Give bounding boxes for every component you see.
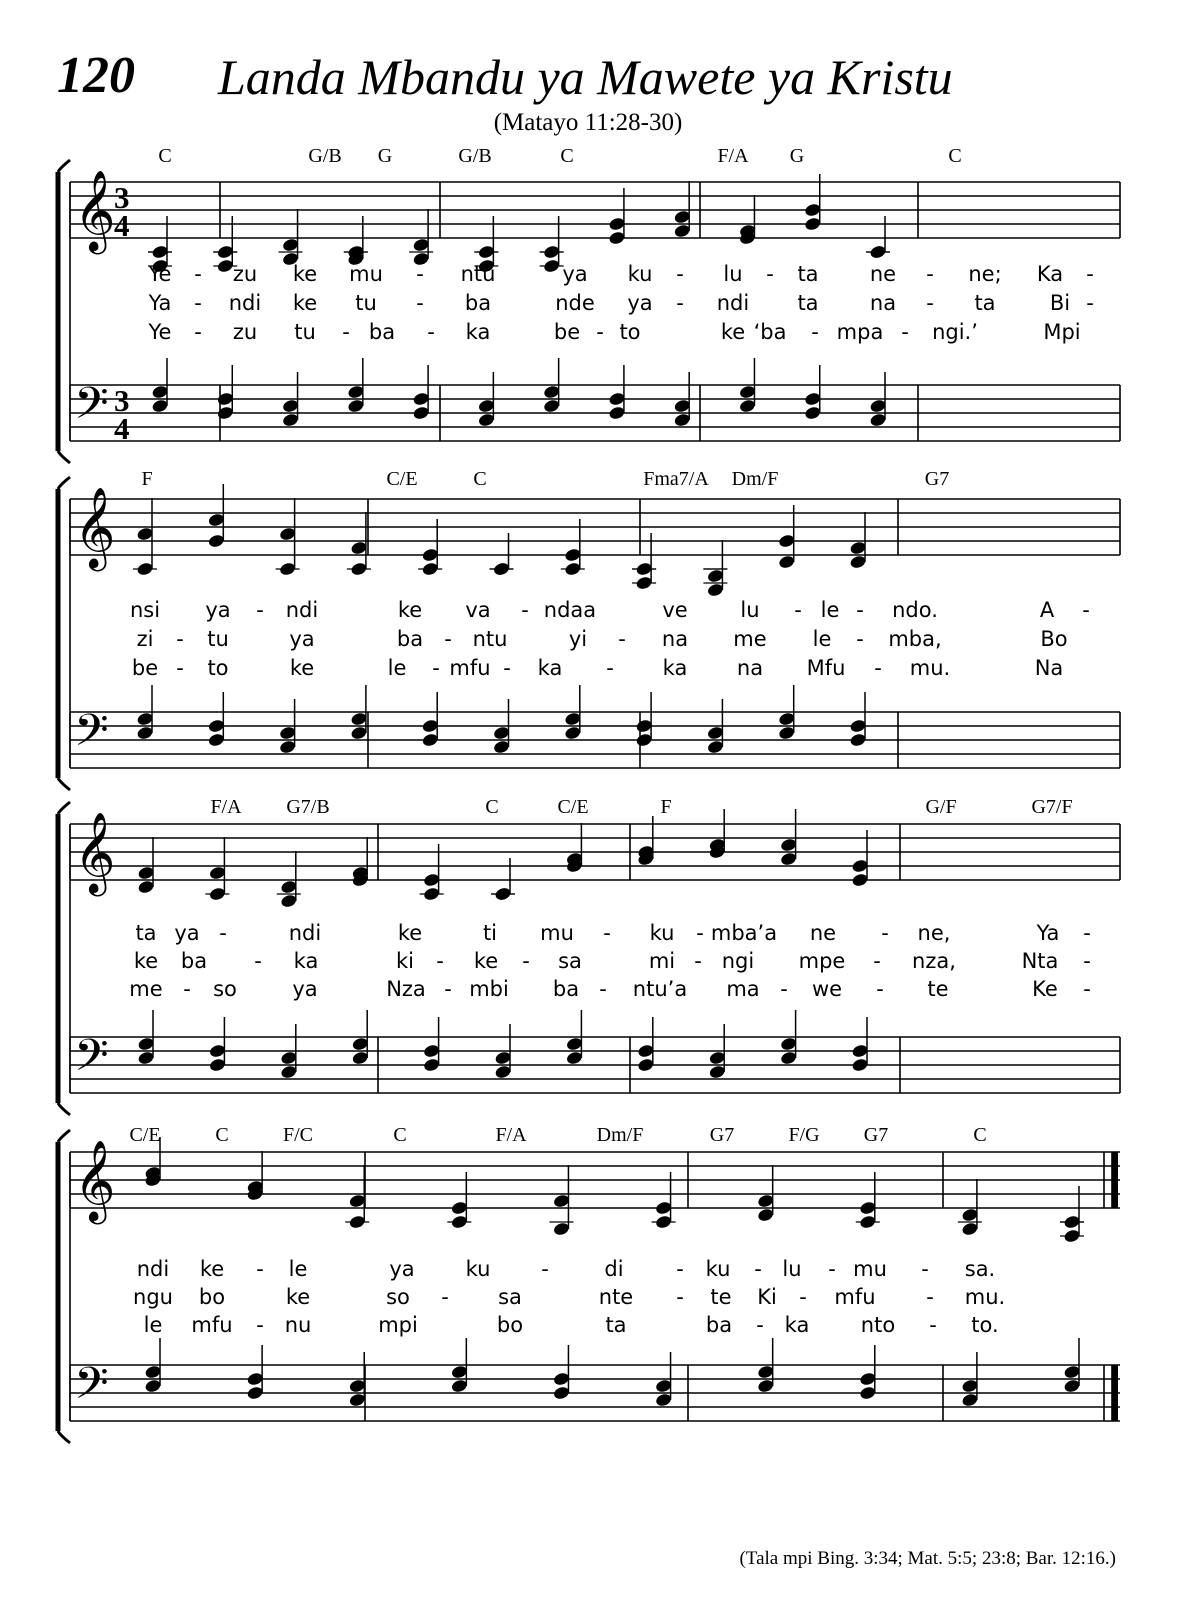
- lyric-syllable: ka: [293, 949, 319, 973]
- lyric-syllable: ya: [205, 598, 231, 622]
- lyric-syllable: -: [416, 291, 424, 315]
- lyric-syllable: -: [444, 627, 452, 651]
- song-title: Landa Mbandu ya Mawete ya Kristu: [218, 49, 953, 105]
- lyric-syllable: Ye: [148, 262, 172, 286]
- lyric-syllable: ndi: [285, 598, 319, 622]
- lyric-syllable: -: [811, 320, 819, 344]
- lyric-syllable: -: [1083, 977, 1091, 1001]
- lyric-syllable: ba: [464, 291, 492, 315]
- lyric-syllable: -: [676, 291, 684, 315]
- lyric-syllable: sa: [558, 949, 582, 973]
- lyric-syllable: -: [416, 262, 424, 286]
- bass-clef-icon: 𝄢: [74, 377, 109, 440]
- lyric-syllable: ta: [974, 291, 996, 315]
- lyric-syllable: -: [828, 1257, 836, 1281]
- chord-symbol: F/G: [788, 1124, 820, 1146]
- treble-clef-icon: 𝄞: [74, 486, 116, 568]
- lyric-syllable: te: [710, 1285, 732, 1309]
- lyric-syllable: va: [465, 598, 491, 622]
- lyric-syllable: ke: [199, 1257, 225, 1281]
- lyric-syllable: Ya: [148, 291, 172, 315]
- time-signature-top: 3: [114, 180, 130, 215]
- bass-clef-icon: 𝄢: [74, 1029, 109, 1092]
- lyric-syllable: mfu: [449, 656, 491, 680]
- lyric-syllable: mpi: [378, 1313, 418, 1337]
- treble-staff: [70, 169, 1120, 254]
- lyric-syllable: mfu: [191, 1313, 233, 1337]
- lyric-syllable: -: [926, 291, 934, 315]
- lyric-syllable: -: [541, 1257, 549, 1281]
- lyric-syllable: zu: [232, 320, 258, 344]
- lyric-syllable: -: [183, 977, 191, 1001]
- lyric-syllable: le: [820, 598, 840, 622]
- chord-symbol: C/E: [557, 796, 589, 818]
- lyric-syllable: na: [661, 627, 689, 651]
- lyric-syllable: di: [604, 1257, 624, 1281]
- lyric-syllable: nde: [555, 291, 595, 315]
- treble-clef-icon: 𝄞: [74, 811, 116, 893]
- lyric-syllable: ke: [397, 598, 423, 622]
- bracket-top-hook: [58, 1130, 70, 1142]
- lyric-syllable: -: [176, 656, 184, 680]
- lyric-syllable: -: [676, 1285, 684, 1309]
- lyric-syllable: -: [521, 598, 529, 622]
- chord-symbol: C: [973, 1124, 987, 1146]
- lyric-syllable: we: [811, 977, 843, 1001]
- lyric-syllable: sa: [498, 1285, 522, 1309]
- treble-clef-icon: 𝄞: [74, 169, 116, 251]
- chord-symbol: Dm/F: [731, 468, 779, 490]
- lyric-syllable: na: [736, 656, 764, 680]
- lyric-syllable: ntu: [472, 627, 508, 651]
- lyric-syllable: ntu: [460, 262, 496, 286]
- lyric-syllable: -: [444, 977, 452, 1001]
- lyric-syllable: mfu: [834, 1285, 876, 1309]
- lyric-syllable: lu: [782, 1257, 802, 1281]
- lyric-syllable: le: [143, 1313, 163, 1337]
- chord-symbol: F: [660, 796, 672, 818]
- lyric-syllable: tu: [207, 627, 229, 651]
- lyric-syllable: Nta: [1021, 949, 1059, 973]
- lyric-syllable: ne;: [968, 262, 1002, 286]
- lyric-syllable: -: [876, 977, 884, 1001]
- lyric-syllable: -: [926, 1285, 934, 1309]
- chord-symbol: G/F: [925, 796, 957, 818]
- lyric-syllable: Nza: [386, 977, 426, 1001]
- lyric-syllable: -: [618, 627, 626, 651]
- bass-staff: [70, 1357, 1120, 1421]
- lyric-syllable: le: [288, 1257, 308, 1281]
- lyric-syllable: nza,: [912, 949, 956, 973]
- lyric-syllable: mu: [540, 921, 574, 945]
- lyric-syllable: mu.: [909, 656, 951, 680]
- lyric-syllable: ku: [627, 262, 653, 286]
- lyric-syllable: -: [696, 921, 704, 945]
- lyric-syllable: nu: [284, 1313, 312, 1337]
- lyric-syllable: mba,: [888, 627, 942, 651]
- lyric-syllable: Mfu: [806, 656, 846, 680]
- lyric-syllable: ku: [705, 1257, 731, 1281]
- lyric-syllable: nto: [860, 1313, 896, 1337]
- lyric-syllable: ndaa: [543, 598, 597, 622]
- lyric-syllable: -: [603, 921, 611, 945]
- lyric-syllable: ke: [473, 949, 499, 973]
- lyric-syllable: mu.: [964, 1285, 1006, 1309]
- lyric-syllable: zi: [136, 627, 154, 651]
- lyric-syllable: ke: [397, 921, 423, 945]
- lyric-syllable: -: [194, 320, 202, 344]
- lyric-syllable: ke: [292, 291, 318, 315]
- lyric-syllable: ka: [465, 320, 491, 344]
- lyric-syllable: ka: [662, 656, 688, 680]
- lyric-syllable: -: [676, 1257, 684, 1281]
- lyric-syllable: Na: [1034, 656, 1064, 680]
- lyric-syllable: -: [194, 262, 202, 286]
- lyric-syllable: ki: [396, 949, 414, 973]
- lyric-syllable: -: [1082, 598, 1090, 622]
- lyric-syllable: ma: [726, 977, 760, 1001]
- chord-symbol: G/B: [308, 145, 342, 167]
- lyric-syllable: -: [254, 949, 262, 973]
- lyric-syllable: -: [1086, 262, 1094, 286]
- lyric-syllable: ti: [482, 921, 498, 945]
- lyric-syllable: Ka: [1036, 262, 1064, 286]
- chord-symbol: G: [377, 145, 393, 167]
- lyric-syllable: ndi: [136, 1257, 170, 1281]
- lyric-syllable: ka: [784, 1313, 810, 1337]
- chord-symbol: F/A: [495, 1124, 527, 1146]
- chord-symbol: C: [473, 468, 487, 490]
- lyric-syllable: -: [503, 656, 511, 680]
- bracket-bottom-hook: [58, 778, 70, 790]
- system-4: [58, 1124, 1120, 1443]
- lyric-syllable: ndo.: [892, 598, 938, 622]
- lyric-syllable: ya: [389, 1257, 415, 1281]
- lyric-syllable: -: [441, 1285, 449, 1309]
- lyric-syllable: -: [176, 627, 184, 651]
- lyric-syllable: yi: [568, 627, 588, 651]
- lyric-syllable: nsi: [129, 598, 161, 622]
- chord-symbol: C: [948, 145, 962, 167]
- chord-symbol: G7: [924, 468, 950, 490]
- lyric-syllable: -: [929, 1313, 937, 1337]
- lyric-syllable: nte: [598, 1285, 634, 1309]
- song-number: 120: [57, 47, 135, 104]
- chord-symbol: C: [485, 796, 499, 818]
- lyric-syllable: ndi: [228, 291, 262, 315]
- lyric-syllable: -: [194, 291, 202, 315]
- treble-staff: [70, 486, 1120, 571]
- chord-symbol: G7: [863, 1124, 889, 1146]
- lyric-syllable: -: [1083, 949, 1091, 973]
- lyric-syllable: bo: [198, 1285, 226, 1309]
- lyric-syllable: -: [427, 320, 435, 344]
- lyric-syllable: -: [1086, 291, 1094, 315]
- lyric-syllable: -: [256, 598, 264, 622]
- lyric-syllable: -: [436, 949, 444, 973]
- footer-references: (Tala mpi Bing. 3:34; Mat. 5:5; 23:8; Bar. 12:16.): [739, 1548, 1116, 1569]
- lyric-syllable: -: [856, 627, 864, 651]
- bass-clef-icon: 𝄢: [74, 1357, 109, 1420]
- lyric-syllable: me: [733, 627, 767, 651]
- lyric-syllable: -: [780, 977, 788, 1001]
- lyric-syllable: ke: [285, 1285, 311, 1309]
- lyric-syllable: mba’a: [710, 921, 778, 945]
- lyric-syllable: ba: [552, 977, 580, 1001]
- lyric-syllable: -: [596, 320, 604, 344]
- lyric-syllable: -: [874, 656, 882, 680]
- lyric-syllable: Bi: [1049, 291, 1071, 315]
- lyric-syllable: mbi: [469, 977, 509, 1001]
- lyric-syllable: -: [676, 262, 684, 286]
- lyric-syllable: be: [553, 320, 581, 344]
- chord-symbol: G7: [709, 1124, 735, 1146]
- treble-staff: [70, 1139, 1120, 1224]
- lyric-syllable: ne: [809, 921, 837, 945]
- lyric-syllable: -: [522, 949, 530, 973]
- chord-symbol: C: [560, 145, 574, 167]
- chord-symbol: C: [393, 1124, 407, 1146]
- system-2: [58, 468, 1120, 790]
- lyric-syllable: lu: [740, 598, 760, 622]
- lyric-syllable: mi: [648, 949, 676, 973]
- lyric-syllable: to: [619, 320, 641, 344]
- lyric-syllable: so: [386, 1285, 410, 1309]
- bass-staff: [70, 704, 1120, 768]
- lyric-syllable: Ke: [1032, 977, 1058, 1001]
- lyric-syllable: ve: [662, 598, 688, 622]
- lyric-syllable: -: [921, 1257, 929, 1281]
- lyric-syllable: tu: [355, 291, 377, 315]
- bracket-bottom-hook: [58, 1431, 70, 1443]
- chord-symbol: Dm/F: [596, 1124, 644, 1146]
- lyric-syllable: ka: [537, 656, 563, 680]
- bracket-bottom-hook: [58, 451, 70, 463]
- lyric-syllable: sa.: [964, 1257, 996, 1281]
- lyric-syllable: ne: [869, 262, 897, 286]
- lyric-syllable: ngu: [133, 1285, 173, 1309]
- lyric-syllable: le: [387, 656, 407, 680]
- chord-symbol: Fma7/A: [643, 468, 709, 490]
- lyric-syllable: ta: [797, 262, 819, 286]
- lyric-syllable: -: [794, 598, 802, 622]
- lyric-syllable: ke: [292, 262, 318, 286]
- lyric-syllable: ba: [180, 949, 208, 973]
- lyric-syllable: -: [256, 1257, 264, 1281]
- lyric-syllable: -: [256, 1313, 264, 1337]
- lyric-syllable: A: [1039, 598, 1055, 622]
- lyric-syllable: te: [927, 977, 949, 1001]
- system-1: [58, 145, 1120, 463]
- lyric-syllable: le: [812, 627, 832, 651]
- lyric-syllable: ngi.’: [932, 320, 978, 344]
- lyric-syllable: Ye: [148, 320, 172, 344]
- lyric-syllable: -: [873, 949, 881, 973]
- lyric-syllable: ndi: [288, 921, 322, 945]
- lyric-syllable: ya: [627, 291, 653, 315]
- lyric-syllable: -: [799, 1285, 807, 1309]
- time-signature-bottom: 4: [114, 208, 130, 243]
- chord-symbol: C: [158, 145, 172, 167]
- lyric-syllable: ya: [562, 262, 588, 286]
- chord-symbol: F: [141, 468, 153, 490]
- lyric-syllable: ba: [368, 320, 396, 344]
- lyric-syllable: ne,: [917, 921, 951, 945]
- lyric-syllable: -: [432, 656, 440, 680]
- lyric-syllable: bo: [496, 1313, 524, 1337]
- lyric-syllable: ‘ba: [753, 320, 787, 344]
- lyric-syllable: -: [756, 1313, 764, 1337]
- lyric-syllable: tu: [294, 320, 316, 344]
- bracket-bottom-hook: [58, 1103, 70, 1115]
- final-barline: [1112, 1152, 1118, 1208]
- lyric-syllable: -: [754, 1257, 762, 1281]
- lyric-syllable: -: [901, 320, 909, 344]
- lyric-syllable: ba: [396, 627, 424, 651]
- system-3: [58, 796, 1120, 1115]
- lyric-syllable: Ya: [1036, 921, 1060, 945]
- lyric-syllable: ku: [465, 1257, 491, 1281]
- chord-symbol: G7/F: [1031, 796, 1073, 818]
- lyric-syllable: ba: [705, 1313, 733, 1337]
- chord-symbol: C/E: [129, 1124, 161, 1146]
- lyric-syllable: -: [766, 262, 774, 286]
- lyric-syllable: mpa: [836, 320, 884, 344]
- bracket-top-hook: [58, 477, 70, 489]
- lyric-syllable: ke: [720, 320, 746, 344]
- chord-symbol: C/E: [386, 468, 418, 490]
- lyric-syllable: ta: [605, 1313, 627, 1337]
- treble-staff: [70, 811, 1120, 896]
- lyric-syllable: zu: [232, 262, 258, 286]
- lyric-syllable: mpe: [798, 949, 846, 973]
- lyric-syllable: Bo: [1040, 627, 1068, 651]
- lyric-syllable: lu: [723, 262, 743, 286]
- chord-symbol: F/A: [210, 796, 242, 818]
- lyric-syllable: ta: [797, 291, 819, 315]
- chord-symbol: G: [789, 145, 805, 167]
- lyric-syllable: -: [694, 949, 702, 973]
- lyric-syllable: -: [856, 598, 864, 622]
- bass-clef-icon: 𝄢: [74, 704, 109, 767]
- lyric-syllable: ngi: [721, 949, 755, 973]
- time-signature-bottom: 4: [114, 411, 130, 446]
- chord-symbol: F/C: [282, 1124, 314, 1146]
- chord-symbol: F/A: [717, 145, 749, 167]
- lyric-syllable: -: [881, 921, 889, 945]
- lyric-syllable: me: [129, 977, 163, 1001]
- chord-symbol: G7/B: [286, 796, 330, 818]
- bass-staff: [70, 1029, 1120, 1093]
- lyric-syllable: -: [342, 320, 350, 344]
- lyric-syllable: -: [219, 921, 227, 945]
- lyric-syllable: ntu’a: [632, 977, 688, 1001]
- lyric-syllable: to.: [971, 1313, 999, 1337]
- lyric-syllable: ku: [649, 921, 675, 945]
- lyric-syllable: ya: [289, 627, 315, 651]
- lyric-syllable: -: [1083, 921, 1091, 945]
- lyric-syllable: ya: [174, 921, 200, 945]
- lyric-syllable: ke: [289, 656, 315, 680]
- lyric-syllable: mu: [349, 262, 383, 286]
- chord-symbol: G/B: [458, 145, 492, 167]
- lyric-syllable: -: [606, 656, 614, 680]
- lyric-syllable: -: [599, 977, 607, 1001]
- time-signature-top: 3: [114, 383, 130, 418]
- lyric-syllable: na: [869, 291, 897, 315]
- bracket-top-hook: [58, 160, 70, 172]
- lyric-syllable: ke: [133, 949, 159, 973]
- lyric-syllable: Mpi: [1043, 320, 1081, 344]
- lyric-syllable: Ki: [757, 1285, 777, 1309]
- lyric-syllable: ta: [135, 921, 157, 945]
- lyric-syllable: mu: [853, 1257, 887, 1281]
- lyric-syllable: to: [207, 656, 229, 680]
- treble-clef-icon: 𝄞: [74, 1139, 116, 1221]
- lyric-syllable: be: [131, 656, 159, 680]
- lyric-syllable: -: [926, 262, 934, 286]
- chord-symbol: C: [215, 1124, 229, 1146]
- lyric-syllable: ndi: [716, 291, 750, 315]
- scripture-reference: (Matayo 11:28-30): [493, 109, 683, 136]
- final-barline: [1112, 1365, 1118, 1421]
- lyric-syllable: so: [213, 977, 237, 1001]
- lyric-syllable: ya: [292, 977, 318, 1001]
- bracket-top-hook: [58, 802, 70, 814]
